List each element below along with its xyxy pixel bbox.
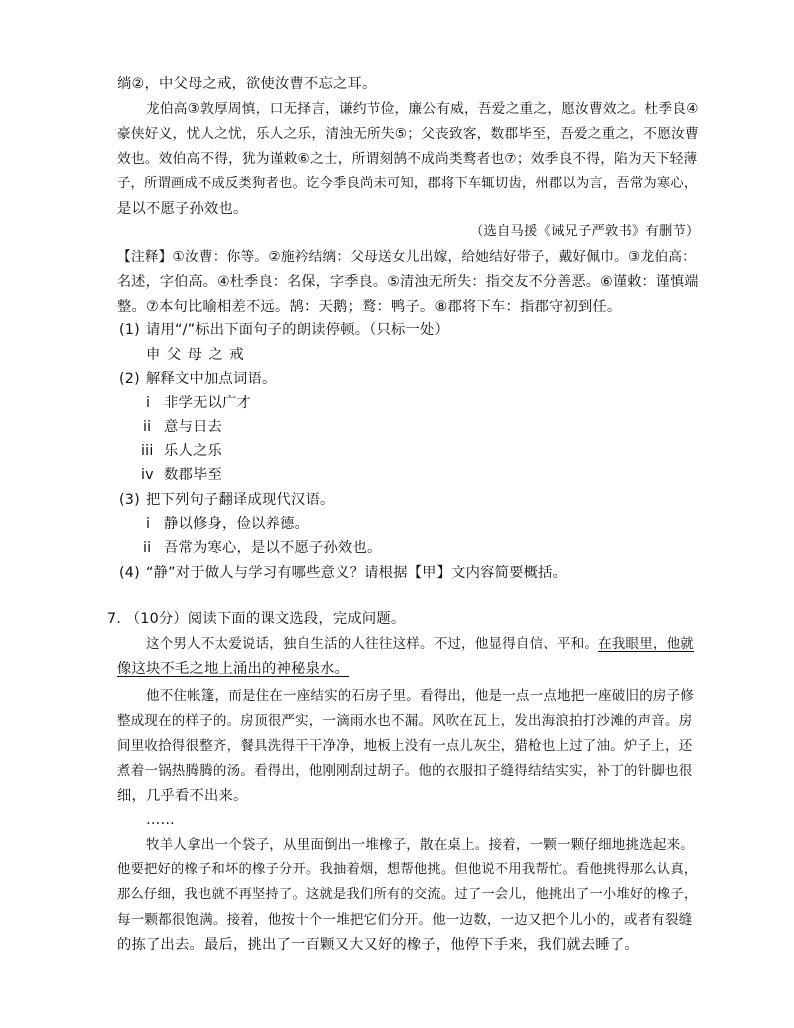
q7-paragraph-3-line-4: 每一颗都很饱满。接着，他按十个一堆把它们分开。他一边数，一边又把个儿小的，或者有裂缝 — [117, 912, 693, 928]
q7-paragraph-3-line-1: 牧羊人拿出一个袋子，从里面倒出一堆橡子，散在桌上。接着，一颗一颗仔细地挑选起来。 — [146, 837, 694, 853]
passage-line-1: 绱②，中父母之戒，欲使汝曹不忘之耳。 — [117, 76, 377, 92]
q7-paragraph-3-line-3: 那么仔细，我也就不再坚持了。这就是我们所有的交流。过了一会儿，他挑出了一小堆好的橡子， — [117, 887, 698, 902]
passage-line-3: 豪侠好义，忧人之忧，乐人之乐，清浊无所失⑤；父丧致客，数郡毕至，吾爱之重之，不愿汝曹 — [117, 126, 699, 142]
q7-paragraph-1-line-2: 像这块不毛之地上涌出的神秘泉水。 — [117, 661, 349, 677]
question-3-text: 把下列句子翻译成现代汉语。 — [146, 492, 335, 508]
question-2-item-4-text: 数郡毕至 — [164, 467, 222, 483]
q7-ellipsis: …… — [146, 812, 175, 828]
question-3-item-1-num: i — [146, 516, 151, 532]
question-4-number: (4) — [119, 565, 140, 581]
passage-source: （选自马援《诫兄子严敦书》有删节） — [470, 224, 700, 239]
question-1-text: 请用“/”标出下面句子的朗读停顿。（只标一处） — [146, 322, 450, 338]
notes-line-2: 名述，字伯高。④杜季良：名保，字季良。⑤清浊无所失：指交友不分善恶。⑥谨敕：谨慎端 — [117, 274, 699, 290]
q7-paragraph-2-line-2: 整成现在的样子的。房顶很严实，一滴雨水也不漏。风吹在瓦上，发出海浪拍打沙滩的声音。房 — [117, 713, 693, 729]
question-2-item-4-num: iv — [141, 467, 154, 483]
passage-line-2: 龙伯高③敦厚周慎，口无择言，谦约节俭，廉公有威，吾爱之重之，愿汝曹效之。杜季良④ — [146, 101, 699, 117]
question-3-item-2-text: 吾常为寒心，是以不愿子孙效也。 — [164, 540, 382, 556]
q7-p1-underlined: 在我眼里，他就 — [598, 636, 695, 652]
notes-line-3: 整。⑦本句比喻相差不远。鹄：天鹅；鹜：鸭子。⑧郡将下车：指郡守初到任。 — [117, 299, 622, 315]
question-7-header: 7. （10分）阅读下面的课文选段，完成问题。 — [107, 611, 406, 627]
question-2-item-2-text: 意与日去 — [164, 419, 222, 435]
q7-paragraph-3-line-5: 的拣了出去。最后，挑出了一百颗又大又好的橡子，他停下手来，我们就去睡了。 — [117, 937, 639, 953]
question-2-item-1-num: i — [146, 395, 151, 411]
q7-paragraph-2-line-4: 煮着一锅热腾腾的汤。看得出，他刚刚刮过胡子。他的衣服扣子缝得结结实实，补丁的针脚也很 — [117, 763, 693, 779]
question-2-item-3-text: 乐人之乐 — [164, 443, 222, 459]
question-1-sentence: 申 父 母 之 戒 — [146, 347, 245, 363]
q7-paragraph-3-line-2: 他要把好的橡子和坏的橡子分开。我抽着烟，想帮他挑。但他说不用我帮忙。看他挑得那么认真， — [117, 862, 698, 877]
notes-line-1: 【注释】①汝曹：你等。②施衿结缡：父母送女儿出嫁，给她结好带子，戴好佩巾。③龙伯高： — [117, 249, 697, 265]
q7-p1-plain: 这个男人不太爱说话，独自生活的人往往这样。不过，他显得自信、平和。 — [146, 636, 599, 652]
question-2-number: (2) — [119, 371, 140, 387]
passage-line-6: 是以不愿子孙效也。 — [117, 201, 248, 217]
question-3-item-2-num: ii — [143, 540, 152, 556]
question-2-item-3-num: iii — [141, 443, 154, 459]
q7-paragraph-2-line-1: 他不住帐篷，而是住在一座结实的石房子里。看得出，他是一点一点地把一座破旧的房子修 — [146, 688, 694, 704]
question-1-number: (1) — [119, 322, 140, 338]
question-3-number: (3) — [119, 492, 140, 508]
question-4-text: “静”对于做人与学习有哪些意义？请根据【甲】文内容简要概括。 — [146, 565, 568, 581]
passage-line-5: 子，所谓画成不成反类狗者也。讫今季良尚未可知，郡将下车辄切齿，州郡以为言，吾常为寒心， — [117, 176, 698, 191]
q7-paragraph-2-line-5: 细，几乎看不出来。 — [117, 788, 248, 804]
question-2-item-1-text: 非学无以广才 — [164, 395, 251, 411]
question-2-text: 解释文中加点词语。 — [146, 371, 277, 387]
question-2-item-2-num: ii — [143, 419, 152, 435]
question-3-item-1-text: 静以修身，俭以养德。 — [164, 516, 309, 532]
q7-paragraph-1-line-1 — [146, 634, 694, 654]
q7-paragraph-2-line-3: 间里收拾得很整齐，餐具洗得干干净净，地板上没有一点儿灰尘，猎枪也上过了油。炉子上，还 — [117, 738, 693, 754]
passage-line-4: 效也。效伯高不得，犹为谨敕⑥之士，所谓刻鹄不成尚类鹜者也⑦；效季良不得，陷为天下轻薄 — [117, 151, 698, 167]
